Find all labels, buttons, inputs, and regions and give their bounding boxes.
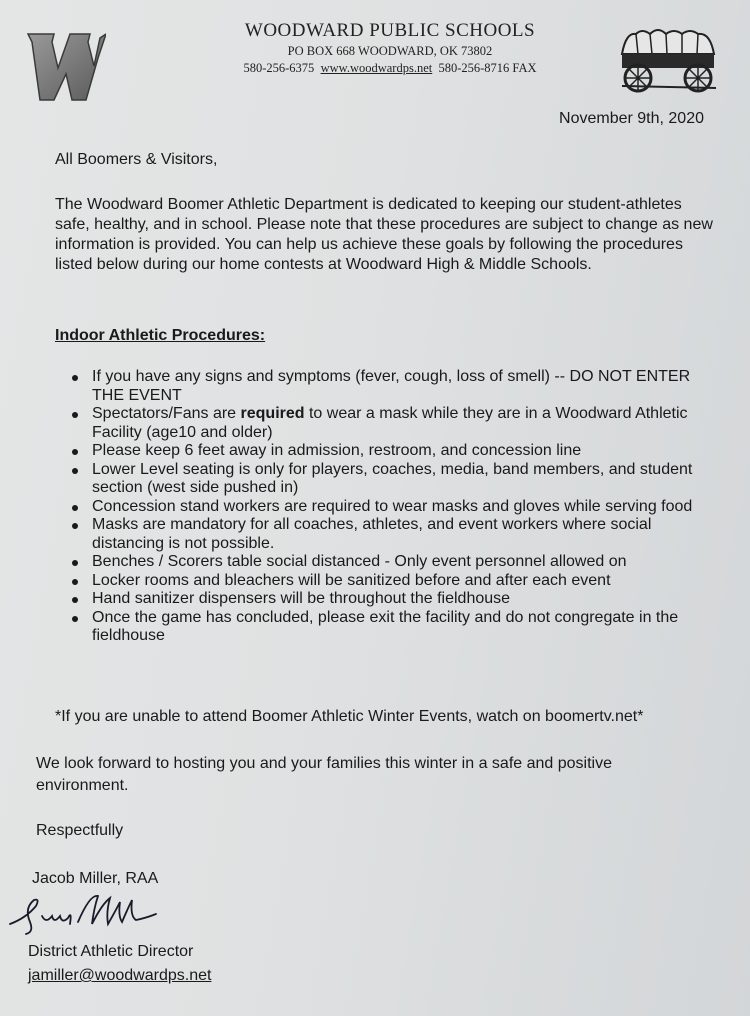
list-item: Locker rooms and bleachers will be sanitized before and after each event	[40, 572, 705, 591]
list-item: Please keep 6 feet away in admission, restroom, and concession line	[40, 442, 705, 461]
list-item: Once the game has concluded, please exit the facility and do not congregate in the fieldhouse	[40, 609, 705, 646]
list-item: Concession stand workers are required to wear masks and gloves while serving food	[40, 498, 705, 517]
website-link[interactable]: www.woodwardps.net	[320, 61, 433, 75]
bullet-icon	[72, 412, 78, 418]
bullet-icon	[72, 449, 78, 455]
list-item: Masks are mandatory for all coaches, athletes, and event workers where social distancing is not possible.	[40, 516, 705, 553]
intro-paragraph: The Woodward Boomer Athletic Department is dedicated to keeping our student-athletes safe, healthy, and in school. Please note that these procedures are subject to change as new information is provided. You can help us achieve these goals by following the procedures listed below during our home contests at Woodward High & Middle Schools.	[55, 196, 713, 273]
bullet-icon	[72, 579, 78, 585]
phone: 580-256-6375	[243, 61, 315, 75]
list-item: Lower Level seating is only for players, coaches, media, band members, and student section (west side pushed in)	[40, 461, 705, 498]
sign-off: Respectfully	[36, 822, 124, 839]
list-item: Benches / Scorers table social distanced - Only event personnel allowed on	[40, 553, 705, 572]
list-item: If you have any signs and symptoms (fever, cough, loss of smell) -- DO NOT ENTER THE EVENT	[40, 368, 705, 405]
fax: 580-256-8716 FAX	[438, 61, 537, 75]
letter-date: November 9th, 2020	[559, 110, 704, 127]
list-item: Spectators/Fans are required to wear a mask while they are in a Woodward Athletic Facility (age10 and older)	[40, 405, 705, 442]
covered-wagon-logo	[612, 24, 724, 96]
bullet-icon	[72, 523, 78, 529]
bullet-icon	[72, 375, 78, 381]
bullet-icon	[72, 505, 78, 511]
school-name: WOODWARD PUBLIC SCHOOLS	[244, 20, 536, 41]
section-heading: Indoor Athletic Procedures:	[55, 327, 266, 344]
list-item: Hand sanitizer dispensers will be throughout the fieldhouse	[40, 590, 705, 609]
signer-name: Jacob Miller, RAA	[32, 870, 159, 887]
salutation: All Boomers & Visitors,	[55, 151, 218, 168]
bullet-icon	[72, 468, 78, 474]
closing-paragraph: We look forward to hosting you and your families this winter in a safe and positive environment.	[36, 755, 612, 794]
watch-note: *If you are unable to attend Boomer Athletic Winter Events, watch on boomertv.net*	[55, 708, 644, 725]
handwritten-signature	[6, 888, 171, 938]
procedure-list	[40, 368, 705, 646]
school-address: PO BOX 668 WOODWARD, OK 73802	[287, 44, 493, 58]
signer-title: District Athletic Director	[28, 943, 194, 960]
bullet-icon	[72, 597, 78, 603]
bullet-icon	[72, 560, 78, 566]
email-link[interactable]: jamiller@woodwardps.net	[28, 967, 212, 984]
bullet-icon	[72, 616, 78, 622]
